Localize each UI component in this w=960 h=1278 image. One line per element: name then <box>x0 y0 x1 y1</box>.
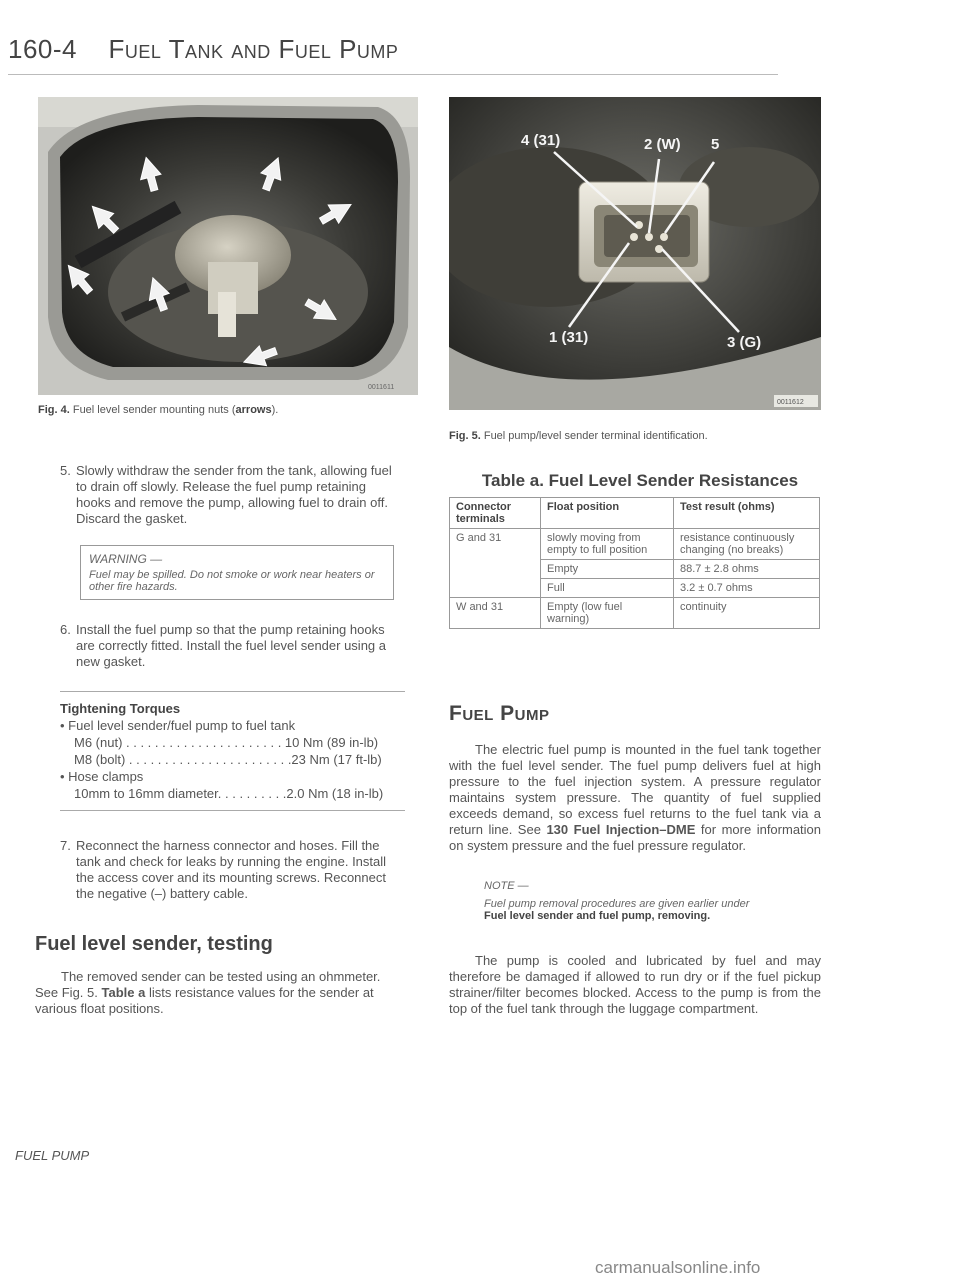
sender-testing-heading: Fuel level sender, testing <box>35 933 273 955</box>
table-cell-result: resistance continuously changing (no breaks) <box>674 529 820 560</box>
fig5-callout-5: 3 (G) <box>727 334 762 351</box>
note-text <box>484 898 804 922</box>
step-6 <box>60 622 403 670</box>
fuel-pump-para-1-text-end: for more information on system pressure and the fuel pressure regulator. <box>449 822 822 853</box>
torques-heading: Tightening Torques <box>60 701 181 716</box>
watermark: carmanualsonline.info <box>595 1258 761 1277</box>
header-rule <box>8 74 778 75</box>
torque-item-sender: • Fuel level sender/fuel pump to fuel tank <box>60 718 296 733</box>
tightening-torques <box>60 691 405 811</box>
table-cell-result: 88.7 ± 2.8 ohms <box>674 560 820 579</box>
table-cell-float: Full <box>541 579 674 598</box>
fuel-pump-note <box>484 880 804 922</box>
fig4-caption-text: Fuel level sender mounting nuts <box>72 404 229 416</box>
sender-testing-text <box>35 969 405 1017</box>
table-cell-terminals: W and 31 <box>450 598 541 629</box>
table-cell-terminals: G and 31 <box>450 529 541 598</box>
step-6-text: Install the fuel pump so that the pump retaining hooks are correctly fitted. Install the fuel level sender using a new gasket. <box>76 622 386 669</box>
note-text-body: Fuel pump removal procedures are given earlier under <box>484 898 750 910</box>
step-7-number: 7. <box>60 838 71 853</box>
fuel-pump-para-1 <box>449 742 821 854</box>
fig5-caption-text: Fuel pump/level sender terminal identification. <box>483 430 708 442</box>
sender-testing-table-ref: Table a <box>101 985 146 1000</box>
warning-text: Fuel may be spilled. Do not smoke or work near heaters or other fire hazards. <box>89 569 375 593</box>
fuel-pump-para-2-text: The pump is cooled and lubricated by fuel and may therefore be damaged if allowed to run dry or if the fuel pickup strainer/filter becomes blocked. Access to the pump is from the top of the fuel tank through the luggage compartment. <box>449 953 821 1016</box>
step-7 <box>60 838 403 902</box>
step-6-number: 6. <box>60 622 71 637</box>
fig5-photo <box>449 97 821 410</box>
sender-testing-text-2: lists resistance values for the sender at various float positions. <box>35 985 374 1016</box>
fig5-callout-4: 1 (31) <box>549 329 589 346</box>
torque-m8: M8 (bolt) . . . . . . . . . . . . . . . . . . . . . . .23 Nm (17 ft-lb) <box>74 752 382 767</box>
fuel-pump-para-2 <box>449 953 821 1017</box>
sender-testing-text-1: The removed sender can be tested using an ohmmeter. See Fig. 5. <box>35 969 381 1000</box>
step-5 <box>60 463 403 527</box>
note-cross-ref: Fuel level sender and fuel pump, removing. <box>484 910 711 922</box>
table-header: Float position <box>541 498 674 529</box>
table-row <box>450 529 820 560</box>
fig5-caption <box>449 430 829 442</box>
fuel-pump-para-1-text: The electric fuel pump is mounted in the fuel tank together with the fuel level sender. The fuel pump delivers fuel at high pressure to the fuel injection system. A pressure regulator maintains system pressure. The quantity of fuel supplied exceeds demand, so excess fuel returns to the fuel tank via a return line. See <box>449 742 821 837</box>
warning-title: WARNING — <box>89 552 163 566</box>
torques-top-rule <box>60 691 405 692</box>
step-5-number: 5. <box>60 463 71 478</box>
fig5-callout-2: 2 (W) <box>644 136 681 153</box>
table-cell-float: slowly moving from empty to full position <box>541 529 674 560</box>
table-header: Test result (ohms) <box>674 498 820 529</box>
table-header: Connector terminals <box>450 498 541 529</box>
step-5-text: Slowly withdraw the sender from the tank, allowing fuel to drain off slowly. Release the fuel pump retaining hooks and remove the pump, allowing fuel to drain off. Discard the gasket. <box>76 463 392 526</box>
page-title: Fuel Tank and Fuel Pump <box>108 34 399 64</box>
table-cell-result: 3.2 ± 0.7 ohms <box>674 579 820 598</box>
table-cell-float: Empty <box>541 560 674 579</box>
fuel-pump-cross-ref: 130 Fuel Injection–DME <box>546 822 696 837</box>
fig4-label: Fig. 4. <box>38 404 70 416</box>
fig5-callout-3: 5 <box>711 136 720 153</box>
torque-clamp: 10mm to 16mm diameter. . . . . . . . . .2.0 Nm (18 in-lb) <box>74 786 384 801</box>
table-row <box>450 598 820 629</box>
table-header-row <box>450 498 820 529</box>
fig5-code: 0011612 <box>777 399 804 406</box>
table-title: Table a. Fuel Level Sender Resistances <box>481 471 799 490</box>
table-cell-float: Empty (low fuel warning) <box>541 598 674 629</box>
warning-box <box>80 545 394 600</box>
page-footer: FUEL PUMP <box>15 1148 90 1163</box>
resistance-table <box>449 497 820 629</box>
fig4-photo <box>38 97 418 395</box>
fuel-pump-heading: Fuel Pump <box>449 702 550 725</box>
torques-bottom-rule <box>60 810 405 811</box>
table-cell-result: continuity <box>674 598 820 629</box>
page-number: 160-4 <box>8 34 77 64</box>
note-title: NOTE — <box>484 880 529 892</box>
torque-item-hose: • Hose clamps <box>60 769 144 784</box>
fig4-caption-bold: arrows <box>235 404 272 416</box>
fig4-code: 0011611 <box>368 384 395 391</box>
page-header <box>8 34 398 65</box>
torque-m6: M6 (nut) . . . . . . . . . . . . . . . . . . . . . . 10 Nm (89 in-lb) <box>74 735 379 750</box>
fig4-caption: Fig. 4. Fuel level sender mounting nuts (arrows). <box>38 404 279 416</box>
fig5-callout-1: 4 (31) <box>521 132 561 149</box>
fig5-label: Fig. 5. <box>449 430 481 442</box>
step-7-text: Reconnect the harness connector and hoses. Fill the tank and check for leaks by running the engine. Install the access cover and its mounting screws. Reconnect the negative (–) battery cable. <box>76 838 387 901</box>
